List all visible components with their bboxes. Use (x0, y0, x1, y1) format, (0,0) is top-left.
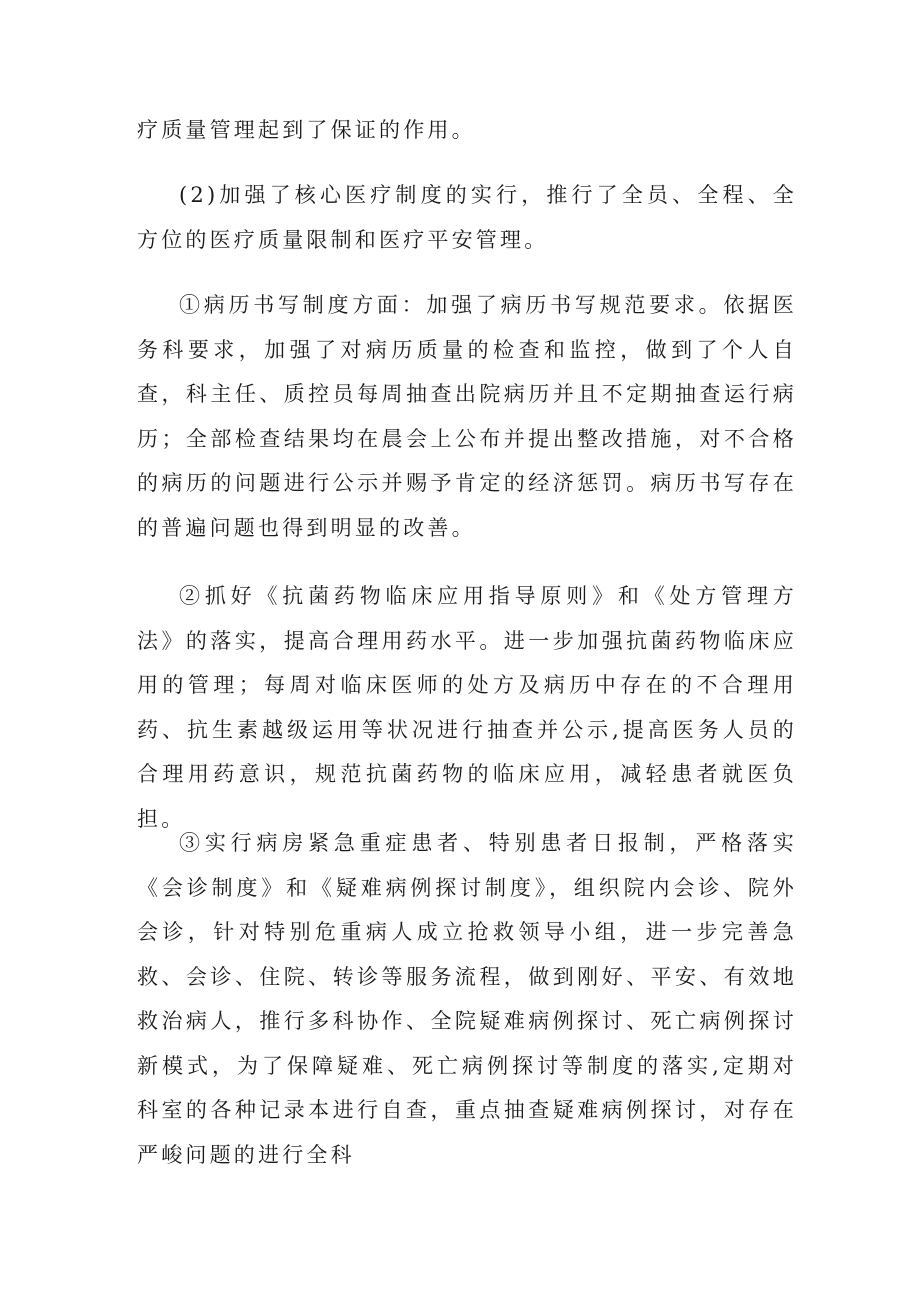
paragraph-continuation: 疗质量管理起到了保证的作用。 (137, 118, 476, 142)
paragraph-critical-patients: ③实行病房紧急重症患者、特别患者日报制，严格落实《会诊制度》和《疑难病例探讨制度》，组织院内会诊、院外会诊，针对特别危重病人成立抢救领导小组，进一步完善急救、会诊、住院、转诊等服务流程，做到刚好、平安、有效地救治病人，推行多科协作、全院疑难病例探讨、死亡病例探讨新模式，为了保障疑难、死亡病例探讨等制度的落实,定期对科室的各种记录本进行自查，重点抽查疑难病例探讨，对存在严峻问题的进行全科 (137, 831, 797, 1167)
paragraph-medical-records: ①病历书写制度方面：加强了病历书写规范要求。依据医务科要求，加强了对病历质量的检查和监控，做到了个人自查，科主任、质控员每周抽查出院病历并且不定期抽查运行病历；全部检查结果均在晨会上公布并提出整改措施，对不合格的病历的问题进行公示并赐予肯定的经济惩罚。病历书写存在的普遍问题也得到明显的改善。 (137, 293, 797, 540)
paragraph-core-system: (2)加强了核心医疗制度的实行，推行了全员、全程、全方位的医疗质量限制和医疗平安管理。 (137, 183, 797, 252)
paragraph-antibiotics: ②抓好《抗菌药物临床应用指导原则》和《处方管理方法》的落实，提高合理用药水平。进一步加强抗菌药物临床应用的管理；每周对临床医师的处方及病历中存在的不合理用药、抗生素越级运用等状况进行抽查并公示,提高医务人员的合理用药意识，规范抗菌药物的临床应用，减轻患者就医负担。 (137, 584, 797, 831)
